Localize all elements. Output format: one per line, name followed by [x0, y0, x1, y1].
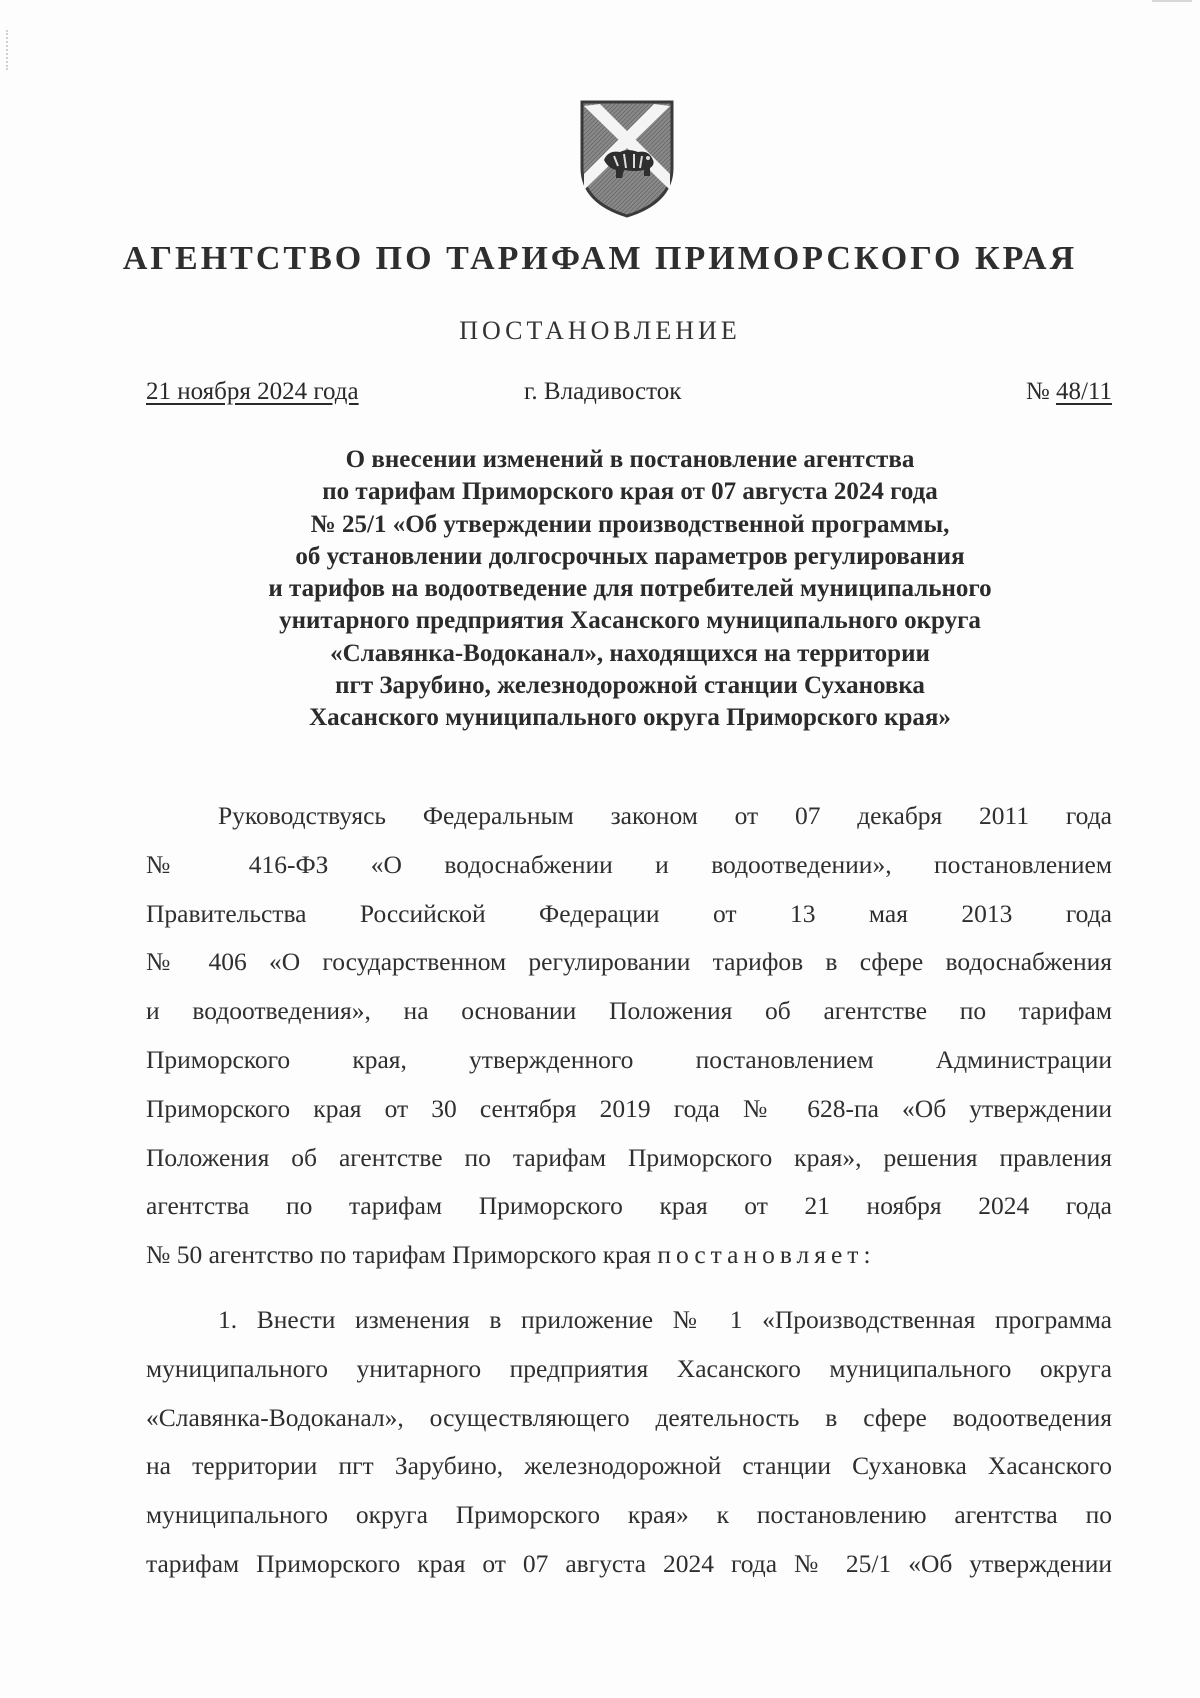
paragraph-line: Правительства Российской Федерации от 13 мая 2013 года	[146, 898, 1112, 928]
subject-line: «Славянка-Водоканал», находящихся на территории	[330, 639, 930, 667]
subject-line: по тарифам Приморского края от 07 августа 2024 года	[322, 478, 938, 506]
document-type: ПОСТАНОВЛЕНИЕ	[459, 316, 741, 345]
paragraph-line: № 406 «О государственном регулировании тарифов в сфере водоснабжения	[146, 947, 1112, 977]
number-sign: №	[1025, 378, 1050, 405]
paragraph-line: на территории пгт Зарубино, железнодорожной станции Сухановка Хасанского	[146, 1451, 1112, 1481]
paragraph-line: Приморского края, утвержденного постановлением Администрации	[146, 1044, 1112, 1074]
document-subject	[160, 444, 1100, 735]
preamble-paragraph	[146, 792, 1112, 1280]
document-meta-row	[146, 378, 1112, 412]
item-1-paragraph	[146, 1296, 1112, 1589]
subject-line: об установлении долгосрочных параметров регулирования	[295, 542, 965, 570]
paragraph-line: Руководствуясь Федеральным законом от 07 декабря 2011 года	[218, 801, 1112, 830]
subject-line: О внесении изменений в постановление агентства	[345, 446, 915, 473]
subject-line: пгт Зарубино, железнодорожной станции Сухановка	[335, 672, 925, 700]
paragraph-line: агентства по тарифам Приморского края от 21 ноября 2024 года	[146, 1191, 1112, 1221]
scan-artifact	[1152, 0, 1192, 2]
paragraph-line: Положения об агентстве по тарифам Приморского края», решения правления	[146, 1142, 1112, 1172]
subject-line: Хасанского муниципального округа Приморского края»	[309, 704, 951, 732]
paragraph-line: муниципального унитарного предприятия Хасанского муниципального округа	[146, 1353, 1112, 1383]
resolves-word: постановляет:	[657, 1240, 876, 1270]
paragraph-line: тарифам Приморского края от 07 августа 2024 года № 25/1 «Об утверждении	[146, 1548, 1112, 1578]
paragraph-line: «Славянка-Водоканал», осуществляющего деятельность в сфере водоотведения	[146, 1402, 1112, 1432]
document-date: 21 ноября 2024 года	[146, 378, 359, 405]
paragraph-line	[146, 1231, 1112, 1280]
coat-of-arms-icon	[578, 98, 676, 220]
agency-title: АГЕНТСТВО ПО ТАРИФАМ ПРИМОРСКОГО КРАЯ	[122, 240, 1078, 277]
scan-artifact	[6, 30, 10, 70]
number-value: 48/11	[1055, 378, 1112, 405]
document-number	[1026, 378, 1112, 406]
subject-line: № 25/1 «Об утверждении производственной программы,	[310, 510, 950, 538]
paragraph-line: 1. Внести изменения в приложение № 1 «Производственная программа	[218, 1305, 1112, 1334]
preamble-last-text: № 50 агентство по тарифам Приморского края	[146, 1240, 651, 1270]
subject-line: унитарного предприятия Хасанского муниципального округа	[279, 607, 981, 635]
paragraph-line: № 416-ФЗ «О водоснабжении и водоотведении», постановлением	[146, 849, 1112, 879]
paragraph-line: и водоотведения», на основании Положения об агентстве по тарифам	[146, 996, 1112, 1026]
document-city: г. Владивосток	[524, 378, 682, 405]
paragraph-line: Приморского края от 30 сентября 2019 года № 628-па «Об утверждении	[146, 1093, 1112, 1123]
subject-line: и тарифов на водоотведение для потребителей муниципального	[268, 575, 992, 603]
paragraph-line: муниципального округа Приморского края» к постановлению агентства по	[146, 1500, 1112, 1530]
